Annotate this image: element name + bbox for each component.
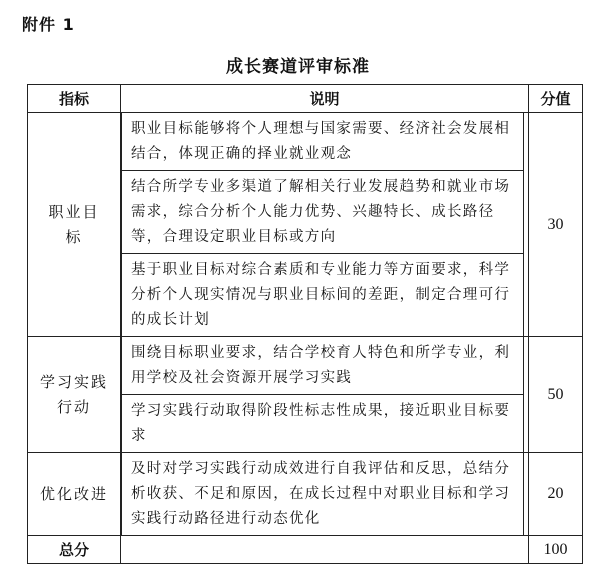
total-score: 100 [529, 536, 583, 564]
score-cell: 30 [529, 113, 583, 337]
criterion-item: 及时对学习实践行动成效进行自我评估和反思，总结分析收获、不足和原因，在成长过程中对职业目标和学习实践行动路径进行动态优化 [121, 453, 524, 535]
category-label: 优化改进 [39, 484, 108, 503]
category-cell [28, 113, 121, 337]
description-cell [121, 453, 529, 536]
criterion-item: 基于职业目标对综合素质和专业能力等方面要求，科学分析个人现实情况与职业目标间的差距，制定合理可行的成长计划 [121, 254, 524, 336]
score-cell: 20 [529, 453, 583, 536]
table-row [28, 113, 583, 337]
score-cell: 50 [529, 337, 583, 453]
criterion-item: 职业目标能够将个人理想与国家需要、经济社会发展相结合，体现正确的择业就业观念 [121, 113, 524, 171]
attachment-label: 附件 1 [22, 15, 75, 34]
criterion-item: 结合所学专业多渠道了解相关行业发展趋势和就业市场需求，综合分析个人能力优势、兴趣特长、成长路径等，合理设定职业目标或方向 [121, 171, 524, 254]
table-row [28, 337, 583, 453]
category-cell [28, 337, 121, 453]
description-cell [121, 337, 529, 453]
document-title: 成长赛道评审标准 [226, 57, 370, 77]
criteria-table [27, 84, 583, 564]
header-indicator: 指标 [28, 85, 121, 113]
criterion-item: 围绕目标职业要求，结合学校育人特色和所学专业，利用学校及社会资源开展学习实践 [121, 337, 524, 395]
table-header-row [28, 85, 583, 113]
description-cell [121, 113, 529, 337]
header-score: 分值 [529, 85, 583, 113]
category-label: 学习实践行动 [39, 372, 108, 416]
table-row [28, 453, 583, 536]
total-label: 总分 [28, 536, 121, 564]
category-label: 职业目标 [48, 202, 100, 246]
category-cell [28, 453, 121, 536]
criterion-item: 学习实践行动取得阶段性标志性成果，接近职业目标要求 [121, 395, 524, 452]
header-description: 说明 [121, 85, 529, 113]
